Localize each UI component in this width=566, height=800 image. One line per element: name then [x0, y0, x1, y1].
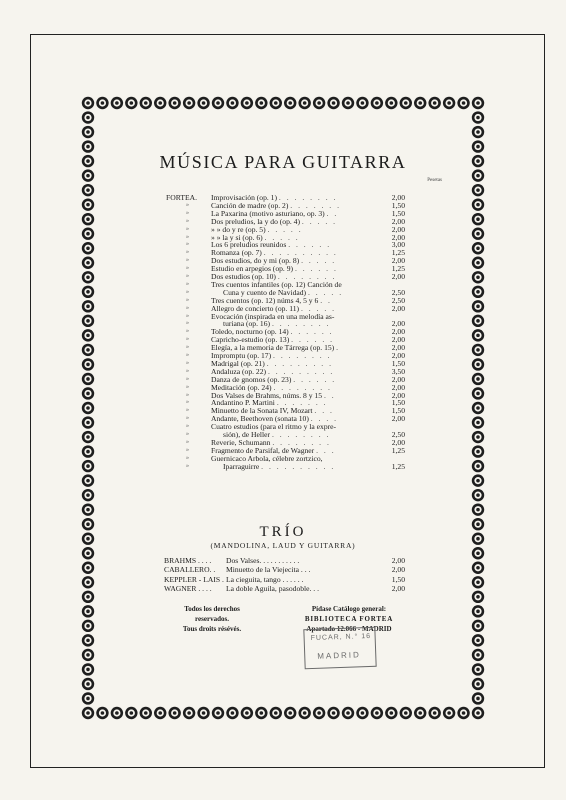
ditto-mark: » [186, 407, 189, 414]
leader-dots: . . . . . [300, 303, 337, 313]
frame-ornament [457, 97, 469, 109]
ditto-mark: » [186, 454, 189, 461]
frame-ornament [82, 620, 94, 632]
ditto-mark: » [186, 225, 189, 232]
frame-ornament [327, 97, 339, 109]
frame-ornament [443, 707, 455, 719]
ditto-mark: » [186, 320, 189, 327]
frame-ornament [226, 97, 238, 109]
leader-dots: . . . . . . . . [271, 430, 331, 439]
trio-price: 1,50 [391, 574, 405, 584]
frame-ornament [82, 300, 94, 312]
frame-ornament [111, 707, 123, 719]
frame-ornament [154, 97, 166, 109]
frame-ornament [472, 402, 484, 414]
frame-ornament [472, 503, 484, 515]
trio-price: 2,00 [391, 556, 405, 565]
frame-ornament [472, 605, 484, 617]
leader-dots: . . [323, 390, 336, 400]
work-title-text: Madrigal (op. 21) [211, 358, 265, 368]
frame-ornament [356, 97, 368, 109]
work-title-text: Andaluza (op. 22) [211, 366, 267, 376]
frame-ornament [82, 315, 94, 327]
frame-ornament [82, 155, 94, 167]
work-title-text: Cuna y cuento de Navidad) [223, 287, 307, 297]
frame-ornament [342, 97, 354, 109]
frame-ornament [270, 97, 282, 109]
frame-ornament [472, 634, 484, 646]
frame-ornament [472, 286, 484, 298]
frame-ornament [472, 271, 484, 283]
frame-ornament [168, 707, 180, 719]
frame-ornament [168, 97, 180, 109]
publisher-name: BIBLIOTECA FORTEA [304, 615, 394, 623]
ditto-mark: » [186, 431, 189, 437]
work-title [223, 462, 381, 471]
stamp-line-1: FUCAR, N.° 16 [310, 632, 372, 643]
work-title-text: Fragmento de Parsifal, de Wagner [211, 445, 315, 455]
frame-ornament [472, 329, 484, 341]
trio-work: Dos Valses. . . . . . . . . . . [226, 556, 300, 565]
frame-ornament [82, 358, 94, 370]
frame-ornament [241, 97, 253, 109]
frame-ornament [154, 707, 166, 719]
work-price: 2,50 [391, 295, 405, 305]
frame-ornament [472, 315, 484, 327]
frame-ornament [82, 344, 94, 356]
leader-dots: . . [320, 295, 332, 305]
frame-ornament [371, 97, 383, 109]
work-price: 1,50 [391, 398, 405, 408]
work-title-text: Andante, Beethoven (sonata 10) [211, 414, 309, 424]
work-title-text: Danza de gnomos (op. 23) [211, 374, 292, 384]
leader-dots: . . . [314, 406, 334, 416]
ditto-mark: » [186, 367, 189, 374]
frame-ornament [82, 97, 94, 109]
leader-dots: . [336, 343, 341, 353]
frame-ornament [472, 140, 484, 152]
frame-ornament [414, 97, 426, 109]
work-price: 2,00 [391, 343, 405, 353]
frame-ornament [472, 126, 484, 138]
leader-dots: . . . . . . [290, 327, 334, 337]
frame-ornament [96, 97, 108, 109]
work-price: 2,00 [391, 414, 405, 424]
frame-ornament [284, 707, 296, 719]
price-column-header: Pesetas [427, 178, 442, 183]
frame-ornament [82, 533, 94, 545]
work-title-text: Guernicaco Arbola, célebre zortzico, [211, 453, 323, 463]
leader-dots: . . . . . . . . . . [263, 248, 338, 258]
frame-ornament [82, 707, 94, 719]
ditto-mark: » [186, 438, 189, 445]
frame-ornament [371, 707, 383, 719]
frame-ornament [472, 344, 484, 356]
frame-ornament [472, 518, 484, 530]
frame-ornament [197, 97, 209, 109]
frame-ornament [472, 576, 484, 588]
leader-dots: . . . . . . . . . [267, 366, 335, 376]
work-title-text: Meditación (op. 24) [211, 382, 272, 392]
trio-composer: CABALLERO. . [164, 565, 216, 575]
frame-ornament [342, 707, 354, 719]
trio-composer: KEPPLER - LAIS . [164, 574, 224, 584]
leader-dots: . . . . . . . . . . [261, 461, 336, 471]
frame-ornament [82, 431, 94, 443]
frame-ornament [313, 707, 325, 719]
frame-ornament [82, 474, 94, 486]
work-price: 2,00 [391, 224, 405, 234]
leader-dots: . . . . . . [293, 374, 337, 384]
frame-ornament [82, 402, 94, 414]
frame-ornament [82, 184, 94, 196]
ditto-mark: » [186, 415, 189, 422]
frame-ornament [298, 97, 310, 109]
publisher-address: Apartado 12.066 - MADRID [306, 625, 392, 633]
work-price: 1,25 [391, 445, 405, 455]
work-title-text: Minuetto de la Sonata IV, Mozart [211, 406, 313, 416]
frame-ornament [82, 373, 94, 385]
frame-ornament [313, 97, 325, 109]
leader-dots: . . . . . . [291, 335, 335, 345]
work-title-text: Reverie, Schumann [211, 437, 271, 447]
work-title-text: Iparraguirre [223, 461, 260, 471]
work-title-text: Improvisación (op. 1) [211, 193, 278, 202]
work-title-text: La Paxarina (motivo asturiano, op. 3) [211, 208, 325, 218]
frame-ornament [82, 576, 94, 588]
work-price: 2,00 [391, 216, 405, 226]
trio-work: Minuetto de la Viejecita . . . [226, 565, 311, 575]
frame-ornament [82, 198, 94, 210]
frame-ornament [241, 707, 253, 719]
frame-ornament [82, 329, 94, 341]
work-title-text: » » do y re (op. 5) [211, 224, 266, 234]
ditto-mark: » [186, 241, 189, 248]
frame-ornament [457, 707, 469, 719]
leader-dots: . . . [316, 445, 336, 455]
ditto-mark: » [186, 288, 189, 295]
ditto-mark: » [186, 233, 189, 240]
rights-line-1: Todos los derechos [184, 605, 240, 613]
frame-ornament [82, 547, 94, 559]
ditto-mark: » [186, 249, 189, 256]
stamp-line-2: MADRID [317, 650, 361, 661]
ditto-mark: » [186, 383, 189, 390]
ditto-mark: » [186, 273, 189, 279]
frame-ornament [82, 692, 94, 704]
ditto-mark: » [186, 375, 189, 382]
frame-ornament [472, 373, 484, 385]
ditto-mark: » [186, 217, 189, 224]
work-price: 2,00 [391, 319, 405, 329]
frame-ornament [284, 97, 296, 109]
work-title-text: Dos estudios (op. 10) [211, 272, 276, 281]
work-price: 2,00 [391, 327, 405, 337]
work-price: 2,00 [391, 437, 405, 447]
work-price: 2,00 [391, 390, 405, 400]
ditto-mark: » [186, 359, 189, 366]
work-title-text: Dos estudios, do y mi (op. 8) [211, 256, 300, 266]
work-price: 1,25 [391, 461, 405, 471]
rights-notice [162, 604, 262, 634]
leader-dots: . . . . . . . . [273, 351, 332, 360]
frame-ornament [82, 678, 94, 690]
work-title-text: Evocación (inspirada en una melodía as- [211, 311, 335, 321]
work-price: 1,25 [391, 248, 405, 258]
frame-ornament [82, 387, 94, 399]
ditto-mark: » [186, 328, 189, 335]
frame-ornament [472, 460, 484, 472]
ditto-mark: » [186, 209, 189, 216]
work-price: 2,00 [391, 193, 405, 202]
leader-dots: . . . . . . [294, 264, 338, 274]
work-price: 2,00 [391, 335, 405, 345]
work-title-text: Allegro de concierto (op. 11) [211, 303, 300, 313]
frame-ornament [82, 286, 94, 298]
address-stamp [303, 627, 376, 669]
ditto-mark: » [186, 399, 189, 406]
frame-ornament [270, 707, 282, 719]
ditto-mark: » [186, 462, 189, 469]
ditto-mark: » [186, 265, 189, 272]
frame-ornament [472, 533, 484, 545]
frame-ornament [385, 97, 397, 109]
frame-ornament [125, 97, 137, 109]
work-price: 2,50 [391, 430, 405, 439]
frame-ornament [472, 257, 484, 269]
frame-ornament [82, 605, 94, 617]
frame-ornament [82, 140, 94, 152]
frame-ornament [472, 242, 484, 254]
frame-ornament [428, 707, 440, 719]
ditto-mark: » [186, 257, 189, 264]
work-price: 2,00 [391, 256, 405, 266]
frame-ornament [82, 111, 94, 123]
frame-ornament [472, 184, 484, 196]
composer-name: FORTEA. [166, 193, 197, 202]
leader-dots: . . . . . [301, 216, 338, 226]
frame-ornament [472, 431, 484, 443]
frame-ornament [82, 663, 94, 675]
ditto-mark: » [186, 296, 189, 303]
leader-dots: . . . . . [267, 224, 303, 234]
trio-composer: BRAHMS . . . . [164, 556, 212, 565]
frame-ornament [140, 707, 152, 719]
trio-work: La doble Aguila, pasodoble. . . [226, 584, 320, 594]
frame-ornament [212, 97, 224, 109]
frame-ornament [472, 97, 484, 109]
frame-ornament [356, 707, 368, 719]
rights-line-2: reservados. [195, 615, 229, 623]
frame-ornament [96, 707, 108, 719]
frame-ornament [472, 358, 484, 370]
work-title-text: sión), de Heller [223, 430, 271, 439]
work-title-text: Los 6 preludios reunidos [211, 240, 287, 250]
frame-ornament [82, 257, 94, 269]
frame-ornament [472, 547, 484, 559]
leader-dots: . . . . . [264, 232, 300, 242]
frame-ornament [443, 97, 455, 109]
work-price: 2,00 [391, 272, 405, 281]
frame-ornament [82, 518, 94, 530]
ditto-mark: » [186, 201, 189, 208]
frame-ornament [82, 649, 94, 661]
work-price: 1,50 [391, 406, 405, 416]
frame-ornament [82, 634, 94, 646]
leader-dots: . . . . [310, 414, 339, 424]
frame-ornament [82, 460, 94, 472]
frame-ornament [183, 707, 195, 719]
work-title-text: Canción de madre (op. 2) [211, 200, 289, 210]
frame-ornament [385, 707, 397, 719]
work-title-text: Dos preludios, la y do (op. 4) [211, 216, 301, 226]
frame-ornament [472, 155, 484, 167]
work-title-text: Romanza (op. 7) [211, 248, 262, 258]
frame-ornament [82, 416, 94, 428]
frame-ornament [472, 562, 484, 574]
frame-ornament [255, 97, 267, 109]
frame-ornament [82, 489, 94, 501]
work-price: 2,00 [391, 351, 405, 360]
frame-ornament [82, 242, 94, 254]
frame-ornament [472, 416, 484, 428]
frame-ornament [111, 97, 123, 109]
leader-dots: . . . . . . . . . [266, 358, 333, 368]
frame-ornament [327, 707, 339, 719]
leader-dots: . . . . . . . [276, 398, 328, 408]
ditto-mark: » [186, 391, 189, 398]
frame-ornament [472, 649, 484, 661]
leader-dots: . . . . . . . . [273, 382, 332, 392]
ditto-mark: » [186, 446, 189, 453]
ditto-mark: » [186, 352, 189, 358]
work-price: 2,50 [391, 287, 405, 297]
frame-ornament [472, 663, 484, 675]
frame-ornament [212, 707, 224, 719]
leader-dots: . . . . . . [288, 240, 332, 250]
leader-dots: . . [326, 208, 339, 218]
page-title: MÚSICA PARA GUITARRA [159, 152, 407, 172]
work-title-text: turiana (op. 16) [223, 319, 271, 329]
work-title-text: Toledo, nocturno (op. 14) [211, 327, 289, 337]
frame-ornament [82, 126, 94, 138]
work-title-text: Dos Valses de Brahms, núms. 8 y 15 [211, 390, 323, 400]
frame-ornament [82, 271, 94, 283]
frame-ornament [472, 228, 484, 240]
work-title-text: » » la y si (op. 6) [211, 232, 263, 242]
frame-ornament [472, 213, 484, 225]
work-price: 1,50 [391, 208, 405, 218]
frame-ornament [400, 97, 412, 109]
leader-dots: . . . . . [301, 256, 337, 266]
leader-dots: . . . . . . . . [271, 319, 331, 329]
leader-dots: . . . . . . . . [272, 437, 331, 447]
frame-ornament [226, 707, 238, 719]
frame-ornament [82, 445, 94, 457]
frame-ornament [82, 169, 94, 181]
frame-ornament [472, 489, 484, 501]
trio-subtitle: (MANDOLINA, LAUD Y GUITARRA) [210, 541, 356, 550]
work-price: 2,00 [391, 232, 405, 242]
ditto-mark: » [186, 280, 189, 287]
frame-ornament [472, 445, 484, 457]
frame-ornament [472, 692, 484, 704]
frame-ornament [255, 707, 267, 719]
frame-ornament [472, 169, 484, 181]
work-title-text: Estudio en arpegios (op. 9) [211, 264, 294, 274]
frame-ornament [472, 620, 484, 632]
work-title-text: Andantino P. Martini [211, 398, 275, 408]
work-title-text: Cuatro estudios (para el ritmo y la expre- [211, 422, 337, 432]
frame-ornament [82, 228, 94, 240]
frame-ornament [472, 707, 484, 719]
ditto-mark: » [186, 423, 189, 430]
frame-ornament [472, 387, 484, 399]
work-title-text: Capricho-estudio (op. 13) [211, 335, 290, 345]
trio-work: La cieguita, tango . . . . . . [226, 574, 304, 584]
ditto-mark: » [186, 304, 189, 311]
frame-ornament [298, 707, 310, 719]
frame-ornament [125, 707, 137, 719]
frame-ornament [472, 591, 484, 603]
trio-composer: WAGNER . . . . [164, 584, 212, 594]
work-title-text: Tres cuentos infantiles (op. 12) Canción de [211, 279, 342, 289]
frame-ornament [472, 300, 484, 312]
frame-ornament [472, 474, 484, 486]
work-title-text: Tres cuentos (op. 12) núms 4, 5 y 6 [211, 295, 319, 305]
work-price: 3,00 [391, 240, 405, 250]
trio-price: 2,00 [391, 565, 405, 575]
work-price: 1,50 [391, 358, 405, 368]
frame-ornament [183, 97, 195, 109]
ditto-mark: » [186, 344, 189, 351]
frame-ornament [82, 591, 94, 603]
frame-ornament [472, 111, 484, 123]
work-price: 1,25 [391, 264, 405, 274]
frame-ornament [82, 503, 94, 515]
frame-ornament [82, 213, 94, 225]
work-price: 3,50 [391, 366, 405, 376]
work-price: 2,00 [391, 303, 405, 313]
frame-ornament [197, 707, 209, 719]
frame-ornament [472, 198, 484, 210]
leader-dots: . . . . . [308, 287, 344, 297]
trio-price: 2,00 [391, 584, 405, 594]
frame-ornament [428, 97, 440, 109]
work-price: 2,00 [391, 374, 405, 384]
work-price: 1,50 [391, 200, 405, 210]
frame-ornament [82, 562, 94, 574]
trio-title: TRÍO [259, 524, 307, 540]
leader-dots: . . . . . . . . [277, 272, 337, 281]
frame-ornament [140, 97, 152, 109]
rights-line-3: Tous droits résévés. [182, 625, 242, 633]
publisher-line-1: Pídase Catálogo general: [311, 605, 387, 613]
work-title-text: Elegía, a la memoria de Tárrega (op. 15) [211, 343, 335, 353]
frame-ornament [472, 678, 484, 690]
leader-dots: . . . . . . . . [278, 193, 338, 202]
work-title-text: Impromptu (op. 17) [211, 351, 272, 360]
ditto-mark: » [186, 312, 189, 319]
ditto-mark: » [186, 336, 189, 343]
frame-ornament [414, 707, 426, 719]
work-price: 2,00 [391, 382, 405, 392]
frame-ornament [400, 707, 412, 719]
leader-dots: . . . . . . . [290, 200, 341, 210]
